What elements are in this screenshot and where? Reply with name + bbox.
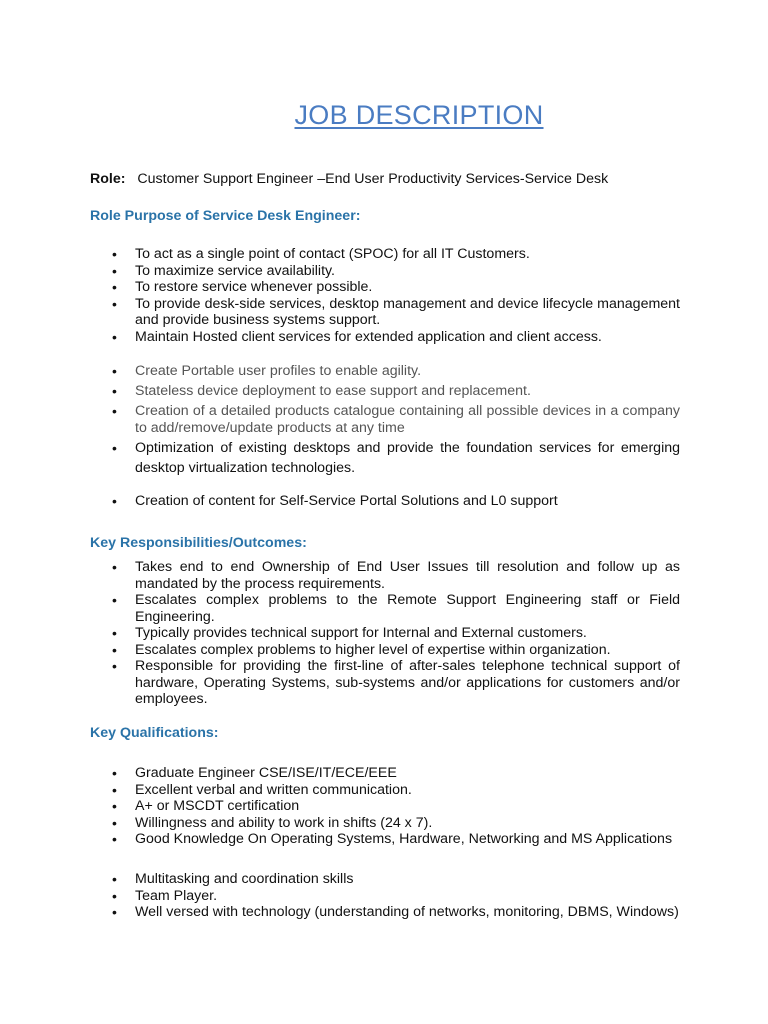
qualifications-list-2: [90, 871, 680, 921]
role-label: Role:: [90, 171, 126, 187]
responsibilities-heading: Key Responsibilities/Outcomes:: [90, 535, 307, 551]
list-item: • A+ or MSCDT certification: [90, 798, 680, 815]
purpose-list-4: [90, 493, 680, 510]
qualifications-list-1: [90, 765, 680, 848]
list-item: • Escalates complex problems to the Remote Support Engineering staff or Field Engineering.: [90, 592, 680, 625]
list-item: • Optimization of existing desktops and provide the foundation services for emerging desktop virtualization technologies.: [90, 439, 680, 478]
responsibilities-list: [90, 559, 680, 708]
purpose-list-2: [90, 363, 680, 437]
list-item: • Creation of content for Self-Service Portal Solutions and L0 support: [90, 493, 680, 510]
list-item: • Creation of a detailed products catalogue containing all possible devices in a company to add/remove/update products at any time: [90, 403, 680, 437]
list-item: • Stateless device deployment to ease support and replacement.: [90, 383, 680, 400]
list-item: • Multitasking and coordination skills: [90, 871, 680, 888]
list-item: • Well versed with technology (understanding of networks, monitoring, DBMS, Windows): [90, 904, 680, 921]
list-item: • Willingness and ability to work in shifts (24 x 7).: [90, 815, 680, 832]
purpose-list-1: [90, 246, 680, 345]
list-item: • Escalates complex problems to higher level of expertise within organization.: [90, 642, 680, 659]
list-item: • Graduate Engineer CSE/ISE/IT/ECE/EEE: [90, 765, 680, 782]
list-item: • To provide desk-side services, desktop management and device lifecycle management and provide business systems support.: [90, 296, 680, 329]
list-item: • To restore service whenever possible.: [90, 279, 680, 296]
list-item: • Good Knowledge On Operating Systems, Hardware, Networking and MS Applications: [90, 831, 680, 848]
list-item: • Responsible for providing the first-line of after-sales telephone technical support of hardware, Operating Systems, sub-systems and/or applications for customers and/or employees.: [90, 658, 680, 708]
role-value: Customer Support Engineer –End User Productivity Services-Service Desk: [137, 171, 609, 187]
role-line: [90, 171, 608, 187]
list-item: • Maintain Hosted client services for extended application and client access.: [90, 329, 680, 346]
list-item: • Excellent verbal and written communication.: [90, 782, 680, 799]
list-item: • To act as a single point of contact (SPOC) for all IT Customers.: [90, 246, 680, 263]
purpose-list-3: [90, 439, 680, 478]
list-item: • Create Portable user profiles to enable agility.: [90, 363, 680, 380]
purpose-heading: Role Purpose of Service Desk Engineer:: [90, 208, 361, 224]
list-item: • Team Player.: [90, 888, 680, 905]
document-title: JOB DESCRIPTION: [294, 100, 544, 130]
list-item: • To maximize service availability.: [90, 263, 680, 280]
list-item: • Takes end to end Ownership of End User Issues till resolution and follow up as mandated by the process requirements.: [90, 559, 680, 592]
list-item: • Typically provides technical support for Internal and External customers.: [90, 625, 680, 642]
qualifications-heading: Key Qualifications:: [90, 725, 219, 741]
